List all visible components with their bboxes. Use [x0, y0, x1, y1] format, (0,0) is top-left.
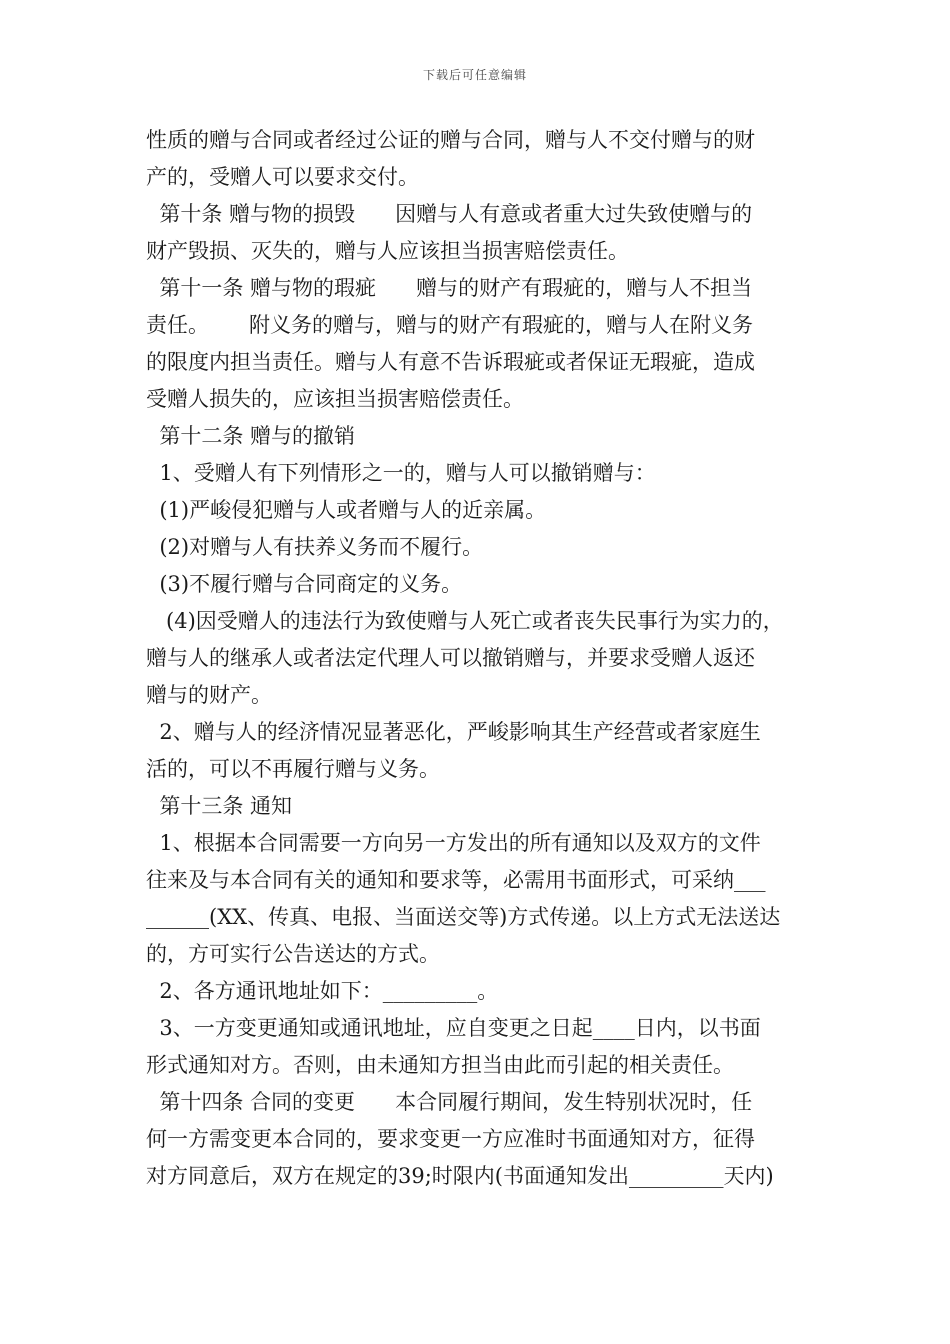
text-line: 第十二条 赠与的撤销	[146, 424, 356, 448]
text-line: 往来及与本合同有关的通知和要求等，必需用书面形式，可采纳___	[146, 868, 766, 892]
text-line: 产的，受赠人可以要求交付。	[146, 165, 419, 189]
text-line: 1、根据本合同需要一方向另一方发出的所有通知以及双方的文件	[146, 831, 761, 855]
text-line: (2)对赠与人有扶养义务而不履行。	[146, 535, 484, 559]
text-line: 第十条 赠与物的损毁 因赠与人有意或者重大过失致使赠与的	[146, 202, 753, 226]
text-line: 何一方需变更本合同的，要求变更一方应准时书面通知对方，征得	[146, 1127, 755, 1151]
text-line: 对方同意后，双方在规定的39;时限内(书面通知发出_________天内)	[146, 1164, 774, 1188]
text-line: 3、一方变更通知或通讯地址，应自变更之日起____日内，以书面	[146, 1016, 761, 1040]
text-line: (4)因受赠人的违法行为致使赠与人死亡或者丧失民事行为实力的，	[146, 609, 784, 633]
text-line: 赠与的财产。	[146, 683, 272, 707]
text-line: 形式通知对方。否则，由未通知方担当由此而引起的相关责任。	[146, 1053, 734, 1077]
text-line: 第十三条 通知	[146, 794, 293, 818]
text-line: (1)严峻侵犯赠与人或者赠与人的近亲属。	[146, 498, 547, 522]
text-line: 2、各方通讯地址如下：_________。	[146, 979, 499, 1003]
text-line: 第十四条 合同的变更 本合同履行期间，发生特别状况时，任	[146, 1090, 753, 1114]
text-line: 受赠人损失的，应该担当损害赔偿责任。	[146, 387, 524, 411]
text-line: ______(XX、传真、电报、当面送交等)方式传递。以上方式无法送达	[146, 905, 781, 929]
page-header: 下载后可任意编辑	[422, 68, 527, 82]
text-line: 活的，可以不再履行赠与义务。	[146, 757, 440, 781]
text-line: 第十一条 赠与物的瑕疵 赠与的财产有瑕疵的，赠与人不担当	[146, 276, 753, 300]
text-line: 的限度内担当责任。赠与人有意不告诉瑕疵或者保证无瑕疵，造成	[146, 350, 755, 374]
text-line: 赠与人的继承人或者法定代理人可以撤销赠与，并要求受赠人返还	[146, 646, 755, 670]
text-line: 性质的赠与合同或者经过公证的赠与合同，赠与人不交付赠与的财	[146, 128, 755, 152]
text-line: 2、赠与人的经济情况显著恶化，严峻影响其生产经营或者家庭生	[146, 720, 761, 744]
text-line: 的，方可实行公告送达的方式。	[146, 942, 440, 966]
text-line: 1、受赠人有下列情形之一的，赠与人可以撤销赠与：	[146, 461, 656, 485]
text-line: (3)不履行赠与合同商定的义务。	[146, 572, 463, 596]
text-line: 责任。 附义务的赠与，赠与的财产有瑕疵的，赠与人在附义务	[146, 313, 754, 337]
text-line: 财产毁损、灭失的，赠与人应该担当损害赔偿责任。	[146, 239, 629, 263]
document-body	[146, 122, 811, 1195]
